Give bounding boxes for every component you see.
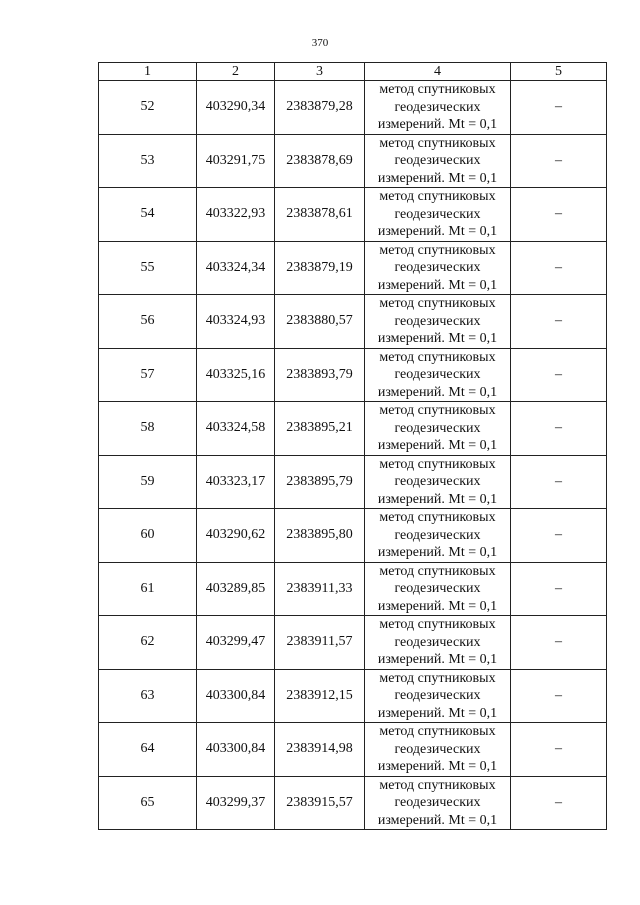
table-row: [99, 402, 607, 456]
y-coordinate-cell: 2383915,57: [275, 776, 365, 830]
method-line: метод спутниковых: [379, 563, 496, 579]
x-coordinate-cell: 403299,37: [197, 776, 275, 830]
point-number-cell: 64: [99, 723, 197, 777]
method-cell: [365, 295, 511, 349]
method-line: метод спутниковых: [379, 296, 496, 311]
method-line: измерений. Mt = 0,1: [377, 117, 498, 132]
method-line: измерений. Mt = 0,1: [377, 224, 498, 239]
method-line: метод спутниковых: [379, 403, 496, 418]
method-line: измерений. Mt = 0,1: [377, 812, 498, 828]
y-coordinate-cell: 2383911,33: [275, 562, 365, 616]
method-line: измерений. Mt = 0,1: [377, 491, 498, 507]
note-cell: –: [511, 348, 607, 402]
y-coordinate-cell: 2383878,61: [275, 188, 365, 242]
method-cell: [365, 402, 511, 456]
column-header-1: 1: [99, 63, 197, 81]
column-header-5: 5: [511, 63, 607, 81]
x-coordinate-cell: 403291,75: [197, 134, 275, 188]
page-number: 370: [311, 37, 329, 49]
method-line: измерений. Mt = 0,1: [377, 170, 498, 186]
table-row: [99, 776, 607, 830]
method-line: геодезических: [394, 688, 481, 703]
y-coordinate-cell: 2383912,15: [275, 669, 365, 723]
point-number-cell: 52: [99, 81, 197, 135]
table-row: [99, 134, 607, 188]
method-line: измерений. Mt = 0,1: [377, 705, 498, 721]
method-line: измерений. Mt = 0,1: [377, 652, 498, 667]
x-coordinate-cell: 403290,62: [197, 509, 275, 563]
table-row: [99, 81, 607, 135]
method-line: геодезических: [394, 99, 481, 115]
method-cell: [365, 616, 511, 670]
method-line: геодезических: [394, 153, 481, 168]
method-line: геодезических: [394, 313, 481, 329]
method-line: измерений. Mt = 0,1: [377, 545, 498, 560]
x-coordinate-cell: 403300,84: [197, 669, 275, 723]
method-line: геодезических: [394, 420, 481, 436]
method-cell: [365, 669, 511, 723]
method-line: метод спутниковых: [379, 82, 496, 97]
x-coordinate-cell: 403322,93: [197, 188, 275, 242]
method-line: измерений. Mt = 0,1: [377, 438, 498, 453]
method-line: метод спутниковых: [379, 349, 496, 365]
x-coordinate-cell: 403324,58: [197, 402, 275, 456]
method-cell: [365, 188, 511, 242]
y-coordinate-cell: 2383895,80: [275, 509, 365, 563]
method-line: метод спутниковых: [379, 724, 496, 739]
method-line: метод спутниковых: [379, 456, 496, 472]
method-line: измерений. Mt = 0,1: [377, 759, 498, 774]
x-coordinate-cell: 403290,34: [197, 81, 275, 135]
method-line: геодезических: [394, 367, 481, 382]
method-line: измерений. Mt = 0,1: [377, 277, 498, 293]
method-line: метод спутниковых: [379, 617, 496, 632]
point-number-cell: 59: [99, 455, 197, 509]
x-coordinate-cell: 403324,93: [197, 295, 275, 349]
table-header-row: [99, 63, 607, 81]
method-line: метод спутниковых: [379, 135, 496, 151]
note-cell: –: [511, 562, 607, 616]
column-header-3: 3: [275, 63, 365, 81]
point-number-cell: 57: [99, 348, 197, 402]
point-number-cell: 60: [99, 509, 197, 563]
point-number-cell: 62: [99, 616, 197, 670]
method-line: геодезических: [394, 795, 481, 810]
table-row: [99, 348, 607, 402]
method-line: геодезических: [394, 527, 481, 543]
x-coordinate-cell: 403325,16: [197, 348, 275, 402]
table-row: [99, 241, 607, 295]
note-cell: –: [511, 81, 607, 135]
column-header-2: 2: [197, 63, 275, 81]
y-coordinate-cell: 2383878,69: [275, 134, 365, 188]
note-cell: –: [511, 188, 607, 242]
point-number-cell: 53: [99, 134, 197, 188]
method-line: геодезических: [394, 260, 481, 275]
method-line: геодезических: [394, 634, 481, 650]
method-cell: [365, 723, 511, 777]
x-coordinate-cell: 403289,85: [197, 562, 275, 616]
point-number-cell: 61: [99, 562, 197, 616]
method-cell: [365, 81, 511, 135]
note-cell: –: [511, 509, 607, 563]
table-row: [99, 669, 607, 723]
method-cell: [365, 134, 511, 188]
point-number-cell: 63: [99, 669, 197, 723]
y-coordinate-cell: 2383895,79: [275, 455, 365, 509]
point-number-cell: 58: [99, 402, 197, 456]
method-line: метод спутниковых: [379, 510, 496, 525]
note-cell: –: [511, 402, 607, 456]
table-body: [99, 81, 607, 830]
method-cell: [365, 455, 511, 509]
table-row: [99, 562, 607, 616]
method-line: геодезических: [394, 474, 481, 489]
note-cell: –: [511, 669, 607, 723]
method-line: геодезических: [394, 741, 481, 757]
x-coordinate-cell: 403299,47: [197, 616, 275, 670]
y-coordinate-cell: 2383895,21: [275, 402, 365, 456]
method-line: геодезических: [394, 581, 481, 596]
note-cell: –: [511, 134, 607, 188]
method-cell: [365, 509, 511, 563]
column-header-4: 4: [365, 63, 511, 81]
point-number-cell: 55: [99, 241, 197, 295]
note-cell: –: [511, 616, 607, 670]
note-cell: –: [511, 776, 607, 830]
note-cell: –: [511, 241, 607, 295]
table-row: [99, 295, 607, 349]
point-number-cell: 56: [99, 295, 197, 349]
method-line: метод спутниковых: [379, 242, 496, 258]
method-cell: [365, 348, 511, 402]
method-cell: [365, 776, 511, 830]
table-row: [99, 616, 607, 670]
point-number-cell: 65: [99, 776, 197, 830]
note-cell: –: [511, 723, 607, 777]
y-coordinate-cell: 2383879,28: [275, 81, 365, 135]
table-row: [99, 723, 607, 777]
method-line: метод спутниковых: [379, 777, 496, 793]
method-cell: [365, 241, 511, 295]
method-line: метод спутниковых: [379, 189, 496, 204]
method-line: геодезических: [394, 206, 481, 222]
table-row: [99, 455, 607, 509]
x-coordinate-cell: 403324,34: [197, 241, 275, 295]
table-row: [99, 188, 607, 242]
method-line: измерений. Mt = 0,1: [377, 384, 498, 400]
y-coordinate-cell: 2383893,79: [275, 348, 365, 402]
x-coordinate-cell: 403300,84: [197, 723, 275, 777]
y-coordinate-cell: 2383911,57: [275, 616, 365, 670]
x-coordinate-cell: 403323,17: [197, 455, 275, 509]
y-coordinate-cell: 2383880,57: [275, 295, 365, 349]
table-row: [99, 509, 607, 563]
method-line: метод спутниковых: [379, 670, 496, 686]
coordinates-table: [98, 62, 607, 830]
method-line: измерений. Mt = 0,1: [377, 331, 498, 346]
y-coordinate-cell: 2383914,98: [275, 723, 365, 777]
method-cell: [365, 562, 511, 616]
y-coordinate-cell: 2383879,19: [275, 241, 365, 295]
point-number-cell: 54: [99, 188, 197, 242]
method-line: измерений. Mt = 0,1: [377, 598, 498, 614]
note-cell: –: [511, 455, 607, 509]
note-cell: –: [511, 295, 607, 349]
